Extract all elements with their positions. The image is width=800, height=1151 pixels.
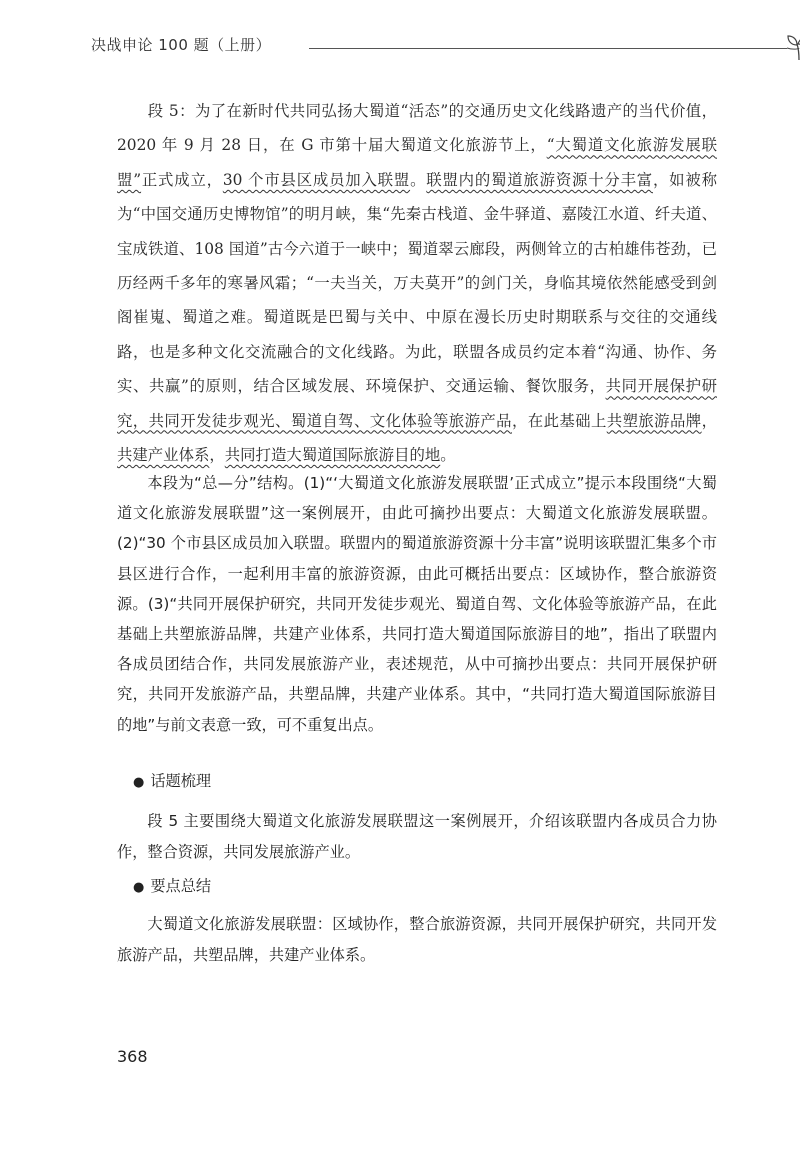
- passage-text: ，: [209, 446, 225, 465]
- underlined-phrase: 联盟内的蜀道旅游资源十分丰富: [426, 170, 653, 189]
- underlined-phrase: 30 个市县区成员加入联盟: [222, 170, 411, 189]
- passage-text: 。: [440, 446, 456, 465]
- header-title: 决战申论 100 题（上册）: [91, 36, 272, 54]
- analysis-paragraph: 本段为“总—分”结构。(1)“‘大蜀道文化旅游发展联盟’正式成立”提示本段围绕“大蜀道文化旅游发展联盟”这一案例展开，由此可摘抄出要点：大蜀道文化旅游发展联盟。(2)“30 个市县区成员加入联盟。联盟内的蜀道旅游资源十分丰富”说明该联盟汇集多个市县区进行合作，一起利用丰富的旅游资源，由此可概括出要点：区域协作，整合旅游资源。(3)“共同开展保护研究，共同开发徒步观光、蜀道自驾、文化体验等旅游产品，在此基础上共塑旅游品牌，共建产业体系，共同打造大蜀道国际旅游目的地”，指出了联盟内各成员团结合作，共同发展旅游产业，表述规范，从中可摘抄出要点：共同开展保护研究，共同开发旅游产品，共塑品牌，共建产业体系。其中，“共同打造大蜀道国际旅游目的地”与前文表意一致，可不重复出点。: [117, 474, 717, 734]
- passage-text: ，如被称为“中国交通历史博物馆”的明月峡，集“先秦古栈道、金牛驿道、嘉陵江水道、纤夫道、宝成铁道、108 国道”古今六道于一峡中；蜀道翠云廊段，两侧耸立的古柏雄伟苍劲，已历经两千多年的寒暑风霜；“一夫当关，万夫莫开”的剑门关，身临其境依然能感受到剑阁崔嵬、蜀道之难。蜀道既是巴蜀与关中、中原在漫长历史时期联系与交往的交通线路，也是多种文化交流融合的文化线路。为此，联盟各成员约定本着“沟通、协作、务实、共赢”的原则，结合区域发展、环境保护、交通运输、餐饮服务，: [117, 170, 717, 396]
- passage-paragraph: [117, 94, 717, 472]
- summary-paragraph: 大蜀道文化旅游发展联盟：区域协作，整合旅游资源，共同开展保护研究，共同开发旅游产品，共塑品牌，共建产业体系。: [117, 915, 717, 964]
- underlined-phrase: “大蜀道文化旅游发展联盟”: [117, 136, 717, 189]
- page-number: 368: [117, 1047, 148, 1066]
- passage-text: ，: [701, 411, 717, 430]
- summary-heading: [133, 875, 211, 896]
- underlined-phrase: 共塑旅游品牌: [606, 411, 702, 430]
- sprout-icon: [785, 32, 800, 62]
- topic-heading-text: 话题梳理: [150, 772, 212, 790]
- passage-text: 正式成立，: [141, 170, 223, 189]
- underlined-phrase: 共同开展保护研究，共同开发徒步观光、蜀道自驾、文化体验等旅游产品: [117, 377, 717, 430]
- topic-heading: [133, 770, 211, 791]
- bullet-icon: ●: [133, 775, 145, 790]
- underlined-phrase: 共建产业体系: [117, 446, 210, 465]
- passage-text: 段 5：为了在新时代共同弘扬大蜀道“活态”的交通历史文化线路遗产的当代价值，2020 年 9 月 28 日，在 G 市第十届大蜀道文化旅游节上，: [117, 102, 717, 155]
- underlined-phrase: 共同打造大蜀道国际旅游目的地: [224, 446, 441, 465]
- bullet-icon: ●: [133, 880, 145, 895]
- passage-text: 。: [410, 170, 427, 189]
- summary-heading-text: 要点总结: [150, 877, 212, 895]
- passage-text: ，在此基础上: [511, 411, 607, 430]
- page-header: [91, 32, 721, 60]
- topic-paragraph: 段 5 主要围绕大蜀道文化旅游发展联盟这一案例展开，介绍该联盟内各成员合力协作，整合资源，共同发展旅游产业。: [117, 812, 717, 861]
- header-rule: [309, 48, 787, 49]
